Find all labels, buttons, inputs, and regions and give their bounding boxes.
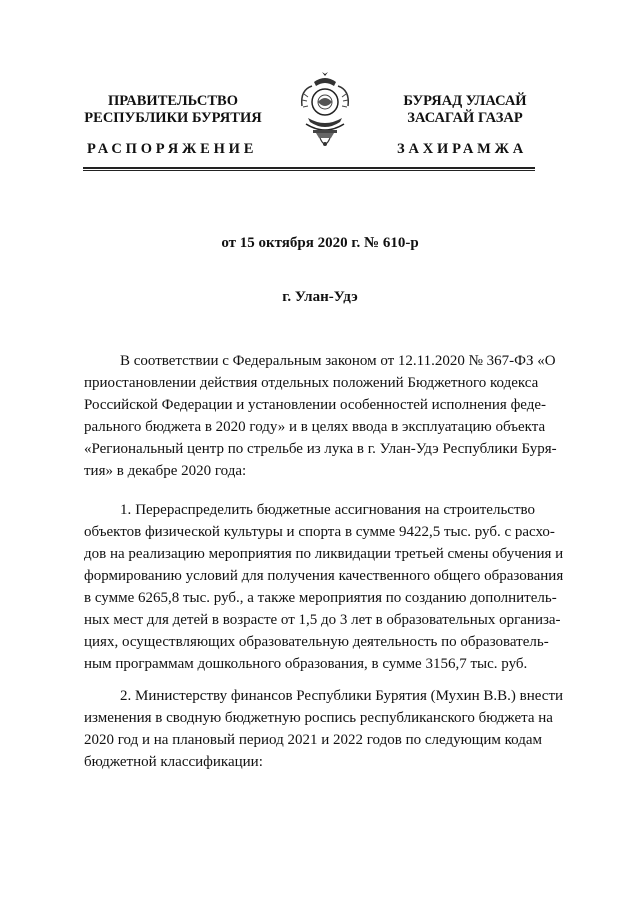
text-line: ным программам дошкольного образования, в сумме 3156,7 тыс. руб. <box>84 656 528 672</box>
document-type-buryat: ЗАХИРАМЖА <box>397 141 528 157</box>
issuer-name-buryat <box>392 93 538 127</box>
text-line: тия» в декабре 2020 года: <box>84 463 247 479</box>
issuer-name-russian <box>83 93 263 127</box>
header-divider-thick <box>83 167 535 169</box>
text-line: 1. Перераспределить бюджетные ассигнования на строительство <box>120 502 535 518</box>
issuer-line-1: ПРАВИТЕЛЬСТВО <box>108 93 238 109</box>
issuer-line-2: РЕСПУБЛИКИ БУРЯТИЯ <box>84 110 262 126</box>
item-1-paragraph <box>84 499 564 675</box>
text-line: рального бюджета в 2020 году» и в целях ввода в эксплуатацию объекта <box>84 419 546 435</box>
text-line: В соответствии с Федеральным законом от 12.11.2020 № 367-ФЗ «О <box>120 353 556 369</box>
text-line: объектов физической культуры и спорта в сумме 9422,5 тыс. руб. с расхо- <box>84 524 555 540</box>
text-line: бюджетной классификации: <box>84 754 263 770</box>
item-2-paragraph <box>84 685 564 773</box>
issuer-buryat-line-2: ЗАСАГАЙ ГАЗАР <box>407 110 523 126</box>
document-city: г. Улан-Удэ <box>282 289 358 305</box>
text-line: дов на реализацию мероприятия по ликвидации третьей смены обучения и <box>84 546 564 562</box>
text-line: «Региональный центр по стрельбе из лука в г. Улан-Удэ Республики Буря- <box>84 441 557 457</box>
document-date-number: от 15 октября 2020 г. № 610-р <box>221 235 419 251</box>
text-line: формированию условий для получения качественного общего образования <box>84 568 564 584</box>
document-type-russian: РАСПОРЯЖЕНИЕ <box>87 141 258 157</box>
text-line: в сумме 6265,8 тыс. руб., а также мероприятия по созданию дополнитель- <box>84 590 557 606</box>
text-line: ных мест для детей в возрасте от 1,5 до 3 лет в образовательных организа- <box>84 612 561 628</box>
text-line: 2020 год и на плановый период 2021 и 2022 годов по следующим кодам <box>84 732 542 748</box>
preamble-paragraph <box>84 350 557 482</box>
republic-emblem-icon <box>296 72 354 154</box>
text-line: приостановлении действия отдельных положений Бюджетного кодекса <box>84 375 539 391</box>
text-line: 2. Министерству финансов Республики Бурятия (Мухин В.В.) внести <box>120 688 564 704</box>
text-line: циях, осуществляющих образовательную деятельность по образователь- <box>84 634 549 650</box>
issuer-buryat-line-1: БУРЯАД УЛАСАЙ <box>403 93 527 109</box>
header-divider-thin <box>83 170 535 171</box>
text-line: изменения в сводную бюджетную роспись республиканского бюджета на <box>84 710 553 726</box>
text-line: Российской Федерации и установлении особенностей исполнения феде- <box>84 397 547 413</box>
